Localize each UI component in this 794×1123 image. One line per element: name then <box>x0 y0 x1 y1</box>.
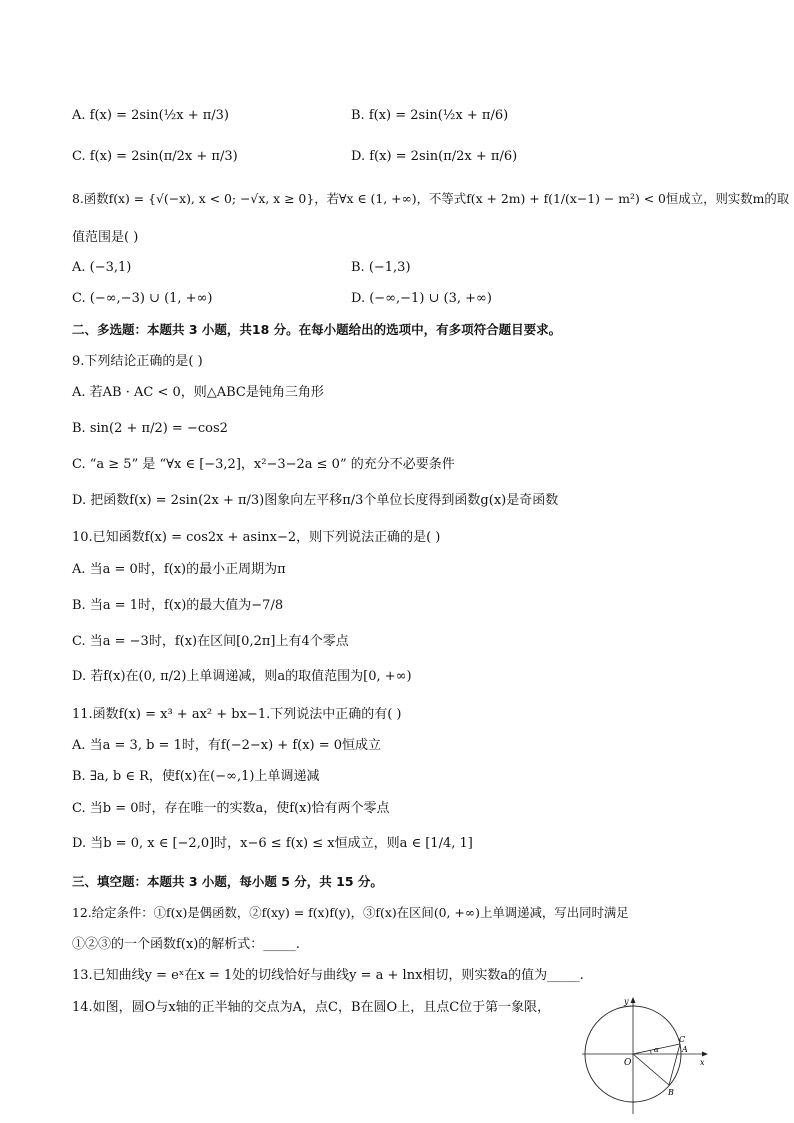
label-alpha: α <box>654 1046 659 1054</box>
q7-option-c: C. f(x) = 2sin(π/2x + π/3) <box>72 149 238 164</box>
q10-option-c: C. 当a = −3时，f(x)在区间[0,2π]上有4个零点 <box>72 634 349 649</box>
q9-option-a: A. 若AB · AC < 0，则△ABC是钝角三角形 <box>72 385 324 400</box>
q9-option-b: B. sin(2 + π/2) = −cos2 <box>72 421 228 436</box>
section-multiple-choice-heading: 二、多选题：本题共 3 小题，共18 分。在每小题给出的选项中，有多项符合题目要求。 <box>72 322 562 337</box>
q8-option-b: B. (−1,3) <box>351 260 411 275</box>
q8-stem-continued: 值范围是( ) <box>72 230 139 245</box>
q9-stem: 9.下列结论正确的是( ) <box>72 354 203 369</box>
q7-option-d: D. f(x) = 2sin(π/2x + π/6) <box>351 149 518 164</box>
q12-line-2: ①②③的一个函数f(x)的解析式：_____. <box>72 937 300 952</box>
q11-option-c: C. 当b = 0时，存在唯一的实数a，使f(x)恰有两个零点 <box>72 801 390 816</box>
q13-stem: 13.已知曲线y = eˣ在x = 1处的切线恰好与曲线y = a + lnx相切，则实数a的值为_____. <box>72 968 584 983</box>
q8-stem: 8.函数f(x) = {√(−x), x < 0; −√x, x ≥ 0}，若∀x ∈ (1, +∞)，不等式f(x + 2m) + f(1/(x−1) − m²) < 0恒成立，则实数m的取 <box>72 191 790 206</box>
x-axis-arrow-icon <box>702 1052 708 1057</box>
label-y: y <box>624 997 629 1006</box>
q11-option-b: B. ∃a, b ∈ R，使f(x)在(−∞,1)上单调递减 <box>72 769 320 784</box>
q7-option-a: A. f(x) = 2sin(½x + π/3) <box>72 108 229 123</box>
q11-option-d: D. 当b = 0, x ∈ [−2,0]时，x−6 ≤ f(x) ≤ x恒成立，则a ∈ [1/4, 1] <box>72 836 473 851</box>
q10-stem: 10.已知函数f(x) = cos2x + asinx−2，则下列说法正确的是( ) <box>72 530 441 545</box>
y-axis-arrow-icon <box>631 997 636 1003</box>
q9-option-c: C. “a ≥ 5” 是 “∀x ∈ [−3,2]，x²−3−2a ≤ 0” 的充分不必要条件 <box>72 457 455 472</box>
section-fill-in-heading: 三、填空题：本题共 3 小题，每小题 5 分，共 15 分。 <box>72 874 383 889</box>
label-x: x <box>700 1058 705 1067</box>
q11-option-a: A. 当a = 3, b = 1时，有f(−2−x) + f(x) = 0恒成立 <box>72 738 382 753</box>
unit-circle-figure <box>580 994 710 1116</box>
q12-line-1: 12.给定条件：①f(x)是偶函数，②f(xy) = f(x)f(y)，③f(x)在区间(0, +∞)上单调递减，写出同时满足 <box>72 905 629 920</box>
q14-stem: 14.如图，圆O与x轴的正半轴的交点为A，点C，B在圆O上，且点C位于第一象限， <box>72 1000 551 1015</box>
label-b: B <box>668 1088 674 1097</box>
radius-ob <box>633 1054 669 1085</box>
q7-option-b: B. f(x) = 2sin(½x + π/6) <box>351 108 509 123</box>
q10-option-b: B. 当a = 1时，f(x)的最大值为−7/8 <box>72 598 284 613</box>
q11-stem: 11.函数f(x) = x³ + ax² + bx−1.下列说法中正确的有( ) <box>72 707 402 722</box>
label-o: O <box>624 1058 632 1068</box>
q10-option-d: D. 若f(x)在(0, π/2)上单调递减，则a的取值范围为[0, +∞) <box>72 669 412 684</box>
q9-option-d: D. 把函数f(x) = 2sin(2x + π/3)图象向左平移π/3个单位长度得到函数g(x)是奇函数 <box>72 493 559 508</box>
q8-option-d: D. (−∞,−1) ∪ (3, +∞) <box>351 291 492 306</box>
label-c: C <box>679 1035 686 1044</box>
label-a: A <box>682 1045 688 1054</box>
q10-option-a: A. 当a = 0时，f(x)的最小正周期为π <box>72 562 286 577</box>
q8-option-c: C. (−∞,−3) ∪ (1, +∞) <box>72 291 213 306</box>
q8-option-a: A. (−3,1) <box>72 260 132 275</box>
